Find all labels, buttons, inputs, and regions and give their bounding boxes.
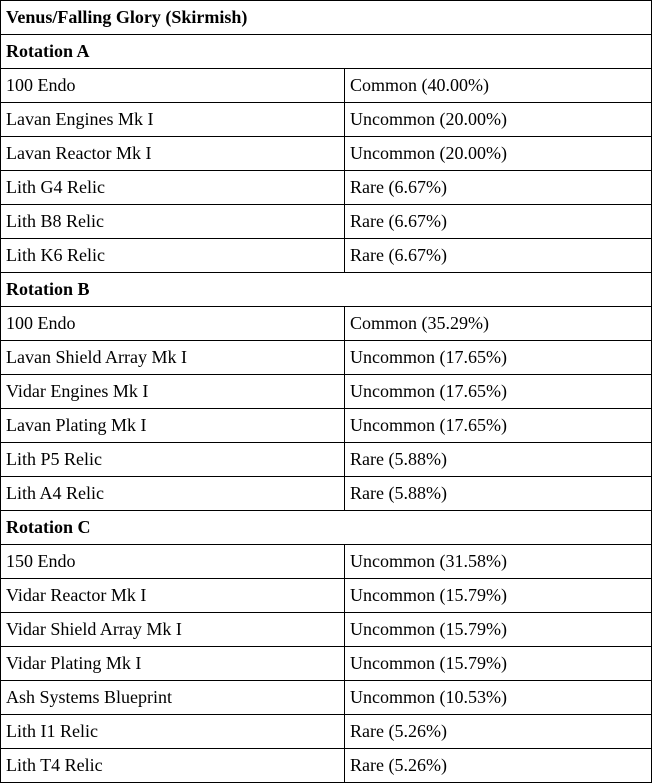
- table-row: [1, 171, 652, 205]
- drop-chance: Rare (5.26%): [345, 749, 652, 783]
- drop-chance: Uncommon (15.79%): [345, 613, 652, 647]
- rotation-header: Rotation B: [1, 273, 652, 307]
- reward-item: Lith G4 Relic: [1, 171, 345, 205]
- table-row: [1, 103, 652, 137]
- table-row: [1, 681, 652, 715]
- reward-item: Lavan Shield Array Mk I: [1, 341, 345, 375]
- reward-item: Lavan Plating Mk I: [1, 409, 345, 443]
- table-row: [1, 613, 652, 647]
- rotation-header-row: [1, 273, 652, 307]
- table-row: [1, 341, 652, 375]
- reward-item: Ash Systems Blueprint: [1, 681, 345, 715]
- rotation-header-row: [1, 35, 652, 69]
- drop-chance: Rare (6.67%): [345, 239, 652, 273]
- table-row: [1, 205, 652, 239]
- table-row: [1, 307, 652, 341]
- reward-item: Lavan Reactor Mk I: [1, 137, 345, 171]
- drop-chance: Rare (5.88%): [345, 477, 652, 511]
- reward-item: Lith P5 Relic: [1, 443, 345, 477]
- drop-chance: Uncommon (31.58%): [345, 545, 652, 579]
- table-row: [1, 375, 652, 409]
- table-row: [1, 69, 652, 103]
- reward-item: Lith K6 Relic: [1, 239, 345, 273]
- table-row: [1, 715, 652, 749]
- drop-chance: Uncommon (20.00%): [345, 103, 652, 137]
- drop-chance: Rare (6.67%): [345, 205, 652, 239]
- table-row: [1, 647, 652, 681]
- drop-chance: Uncommon (17.65%): [345, 341, 652, 375]
- drop-chance: Uncommon (10.53%): [345, 681, 652, 715]
- reward-item: Vidar Plating Mk I: [1, 647, 345, 681]
- drop-chance: Uncommon (15.79%): [345, 647, 652, 681]
- table-title: Venus/Falling Glory (Skirmish): [1, 1, 652, 35]
- table-row: [1, 409, 652, 443]
- table-row: [1, 749, 652, 783]
- reward-item: 100 Endo: [1, 307, 345, 341]
- table-row: [1, 443, 652, 477]
- reward-item: Lith B8 Relic: [1, 205, 345, 239]
- table-title-row: [1, 1, 652, 35]
- rotation-header: Rotation C: [1, 511, 652, 545]
- reward-item: Vidar Engines Mk I: [1, 375, 345, 409]
- drop-chance: Uncommon (15.79%): [345, 579, 652, 613]
- rotation-header-row: [1, 511, 652, 545]
- reward-item: 100 Endo: [1, 69, 345, 103]
- reward-item: 150 Endo: [1, 545, 345, 579]
- drop-chance: Rare (6.67%): [345, 171, 652, 205]
- reward-item: Lith I1 Relic: [1, 715, 345, 749]
- rotation-header: Rotation A: [1, 35, 652, 69]
- reward-item: Lavan Engines Mk I: [1, 103, 345, 137]
- drop-chance: Rare (5.26%): [345, 715, 652, 749]
- table-row: [1, 239, 652, 273]
- reward-item: Lith A4 Relic: [1, 477, 345, 511]
- table-row: [1, 579, 652, 613]
- drop-chance: Uncommon (20.00%): [345, 137, 652, 171]
- drop-chance: Rare (5.88%): [345, 443, 652, 477]
- table-row: [1, 477, 652, 511]
- drop-chance: Common (35.29%): [345, 307, 652, 341]
- drop-chance: Common (40.00%): [345, 69, 652, 103]
- reward-item: Vidar Reactor Mk I: [1, 579, 345, 613]
- table-row: [1, 545, 652, 579]
- drop-table-body: [1, 1, 652, 783]
- drop-chance: Uncommon (17.65%): [345, 409, 652, 443]
- table-row: [1, 137, 652, 171]
- drop-chance: Uncommon (17.65%): [345, 375, 652, 409]
- reward-item: Lith T4 Relic: [1, 749, 345, 783]
- reward-item: Vidar Shield Array Mk I: [1, 613, 345, 647]
